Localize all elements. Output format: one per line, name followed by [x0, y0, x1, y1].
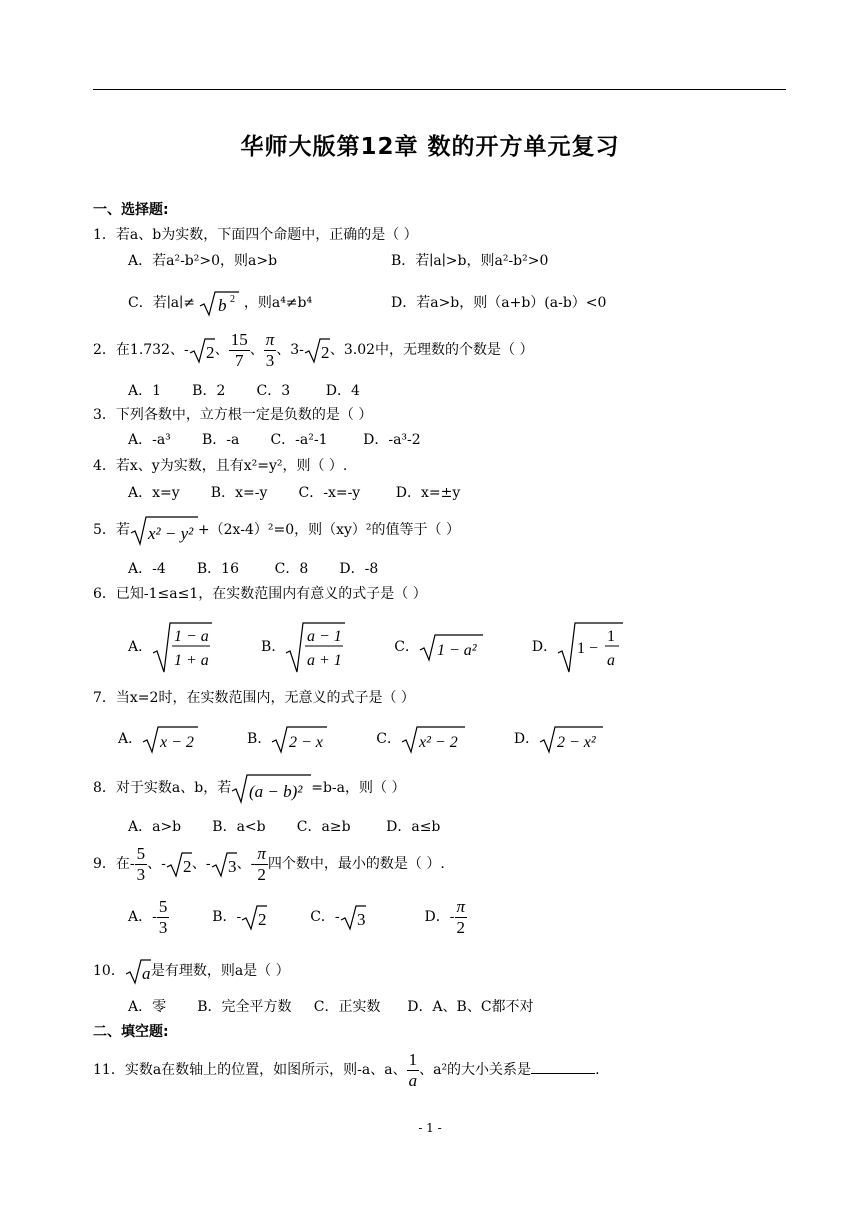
q7-a-radicand: x − 2 — [160, 734, 195, 751]
q9-f2-num: π — [257, 843, 266, 863]
q1-sqrt-b2-exponent: 2 — [230, 294, 236, 305]
q2-fraction-pi-3 — [264, 330, 277, 371]
q9-d-den: 2 — [456, 917, 466, 937]
q7-c-radicand: x² − 2 — [418, 734, 458, 751]
q7-option-a-label: A． — [118, 731, 143, 747]
q9-sqrt-3 — [211, 850, 237, 878]
q9-option-a-frac — [157, 897, 170, 938]
q7-stem: 7．当x=2时，在实数范围内，无意义的式子是（ ） — [93, 690, 415, 706]
q10-number: 10． — [93, 963, 125, 979]
q9-c-value: 3 — [356, 910, 366, 929]
q11-frac-den: a — [408, 1070, 418, 1090]
q10-options: A．零 B．完全平方数 C．正实数 D．A、B、C都不对 — [128, 999, 534, 1015]
q1-sqrt-b2 — [199, 289, 239, 317]
q9-option-c-label: C．- — [310, 909, 340, 925]
q3-stem: 3．下列各数中，立方根一定是负数的是（ ） — [93, 407, 373, 423]
q7-option-c-label: C． — [376, 731, 401, 747]
q2-mid: 、3- — [276, 342, 304, 358]
q6-option-d-expr — [557, 621, 623, 673]
section-choice-heading: 一、选择题: — [93, 202, 169, 218]
q6-option-d-label: D． — [531, 639, 558, 655]
section-fill-heading: 二、填空题: — [93, 1024, 169, 1040]
q1-stem: 1．若a、b为实数，下面四个命题中，正确的是（ ） — [93, 227, 418, 243]
q7-option-c-expr — [401, 724, 465, 754]
q1-option-c — [128, 289, 312, 317]
q11-prefix: 11．实数a在数轴上的位置，如图所示，则-a、a、 — [93, 1062, 407, 1078]
q9-option-d-frac — [455, 897, 468, 938]
q6-d-prefix: 1 − — [577, 640, 599, 657]
q7-option-b-label: B． — [247, 731, 272, 747]
q9-option-a-label: A．- — [128, 909, 157, 925]
q6-b-num: a − 1 — [307, 628, 343, 645]
q6-option-c-expr — [419, 632, 483, 662]
q11-suffix: 、a²的大小关系是 — [419, 1062, 532, 1078]
q9-option-d-label: D．- — [424, 909, 455, 925]
q1-option-c-suffix: ，则a⁴≠b⁴ — [243, 295, 313, 311]
q9-option-b-label: B．- — [212, 909, 242, 925]
q6-option-b-expr — [285, 621, 345, 673]
q9-f1-num: 5 — [136, 843, 146, 863]
q9-sqrt-2-value: 2 — [182, 857, 192, 876]
q2-sqrt-2a — [189, 336, 215, 364]
q8-sqrt-expr-value: (a − b)² — [249, 782, 303, 801]
q1-sqrt-b2-base: b — [218, 296, 227, 315]
q7-option-b-expr — [271, 724, 327, 754]
q9-frac-pi-2 — [255, 844, 268, 885]
q9-frac-5-3 — [135, 844, 148, 885]
q6-d-num: 1 — [607, 628, 616, 645]
q7-option-d-expr — [539, 724, 603, 754]
q1-option-a: A．若a²-b²>0，则a>b — [128, 253, 278, 269]
q2-sqrt-2b-value: 2 — [320, 343, 330, 362]
q9-f1-den: 3 — [136, 864, 146, 884]
q8-suffix: =b-a，则（ ） — [311, 780, 406, 796]
q9-sep3: 、- — [236, 856, 256, 872]
q10-suffix: 是有理数，则a是（ ） — [150, 963, 290, 979]
q2-frac2-num: π — [265, 329, 275, 349]
q9-sqrt-3-value: 3 — [227, 857, 237, 876]
q2-stem — [93, 326, 534, 374]
q2-sep1: 、 — [214, 342, 229, 358]
q6-c-radicand: 1 − a² — [436, 642, 477, 659]
q6-options — [128, 620, 623, 674]
q10-stem — [93, 957, 290, 985]
q9-b-value: 2 — [258, 910, 267, 929]
q2-sep2: 、 — [249, 342, 264, 358]
q7-d-radicand: 2 − x² — [557, 734, 596, 751]
q11-answer-blank[interactable] — [531, 1061, 595, 1074]
page-number: - 1 - — [418, 1121, 442, 1135]
q8-options: A．a>b B．a<b C．a≥b D．a≤b — [128, 819, 441, 835]
q1-option-d: D．若a>b，则（a+b）(a-b）<0 — [391, 295, 607, 311]
q9-stem — [93, 840, 445, 888]
q2-options: A．1 B．2 C．3 D．4 — [128, 383, 360, 399]
q2-frac1-num: 15 — [230, 329, 248, 349]
q2-prefix: 2．在1.732、- — [93, 342, 189, 358]
q7-options — [118, 723, 603, 755]
q5-sqrt-x2-y2 — [130, 514, 198, 546]
q2-frac2-den: 3 — [265, 350, 275, 370]
q6-d-den: a — [607, 652, 616, 669]
q9-sep2: 、- — [191, 856, 211, 872]
q5-prefix: 5．若 — [93, 522, 130, 538]
q7-option-d-label: D． — [513, 731, 540, 747]
q11-frac-1-a — [407, 1050, 420, 1091]
q9-f2-den: 2 — [257, 864, 266, 884]
q10-sqrt-a-value: a — [141, 964, 151, 983]
q2-sqrt-2b — [304, 336, 330, 364]
q9-prefix: 9．在- — [93, 856, 135, 872]
q3-options: A．-a³ B．-a C．-a²-1 D．-a³-2 — [128, 432, 421, 448]
q6-option-a-expr — [152, 621, 212, 673]
q1-option-b: B．若∣a∣>b，则a²-b²>0 — [391, 253, 549, 269]
q1-option-c-prefix: C．若∣a∣≠ — [128, 295, 195, 311]
q9-suffix: 四个数中，最小的数是（ ）. — [267, 856, 445, 872]
page-title: 华师大版第12章 数的开方单元复习 — [240, 134, 620, 160]
q6-b-den: a + 1 — [307, 652, 343, 669]
q11-stem — [93, 1046, 600, 1094]
q6-option-b-label: B． — [261, 639, 286, 655]
q9-a-num: 5 — [158, 896, 168, 916]
q6-stem: 6．已知-1≤a≤1，在实数范围内有意义的式子是（ ） — [93, 586, 427, 602]
q7-option-a-expr — [142, 724, 198, 754]
q9-option-b-expr — [241, 903, 267, 931]
q2-sqrt-2a-value: 2 — [205, 343, 215, 362]
q10-sqrt-a — [125, 957, 151, 985]
q6-a-num: 1 − a — [174, 628, 209, 645]
q5-suffix: +（2x-4）²=0，则（xy）²的值等于（ ） — [197, 522, 460, 538]
q9-option-c-expr — [340, 903, 366, 931]
q6-a-den: 1 + a — [174, 652, 209, 669]
q4-options: A．x=y B．x=-y C．-x=-y D．x=±y — [128, 485, 461, 501]
q8-prefix: 8．对于实数a、b，若 — [93, 780, 232, 796]
q9-sep1: 、- — [147, 856, 166, 872]
q9-a-den: 3 — [158, 917, 168, 937]
q9-sqrt-2 — [166, 850, 192, 878]
q2-frac1-den: 7 — [234, 350, 244, 370]
q9-options — [128, 893, 467, 941]
q9-d-num: π — [456, 896, 466, 916]
q5-sqrt-x2-y2-value: x² − y² — [147, 524, 194, 543]
q2-fraction-15-7 — [229, 330, 250, 371]
q11-frac-num: 1 — [408, 1049, 418, 1069]
q5-stem — [93, 513, 460, 547]
q8-stem — [93, 771, 405, 805]
q6-option-c-label: C． — [394, 639, 419, 655]
header-rule — [93, 89, 786, 90]
q2-suffix: 、3.02中，无理数的个数是（ ） — [329, 342, 534, 358]
q8-sqrt-expr — [231, 772, 311, 804]
q5-options: A．-4 B．16 C．8 D．-8 — [128, 561, 379, 577]
q6-option-a-label: A． — [128, 639, 153, 655]
q4-stem: 4．若x、y为实数，且有x²=y²，则（ ）. — [93, 458, 348, 474]
q7-b-radicand: 2 − x — [289, 734, 324, 751]
q11-end: . — [595, 1062, 600, 1078]
